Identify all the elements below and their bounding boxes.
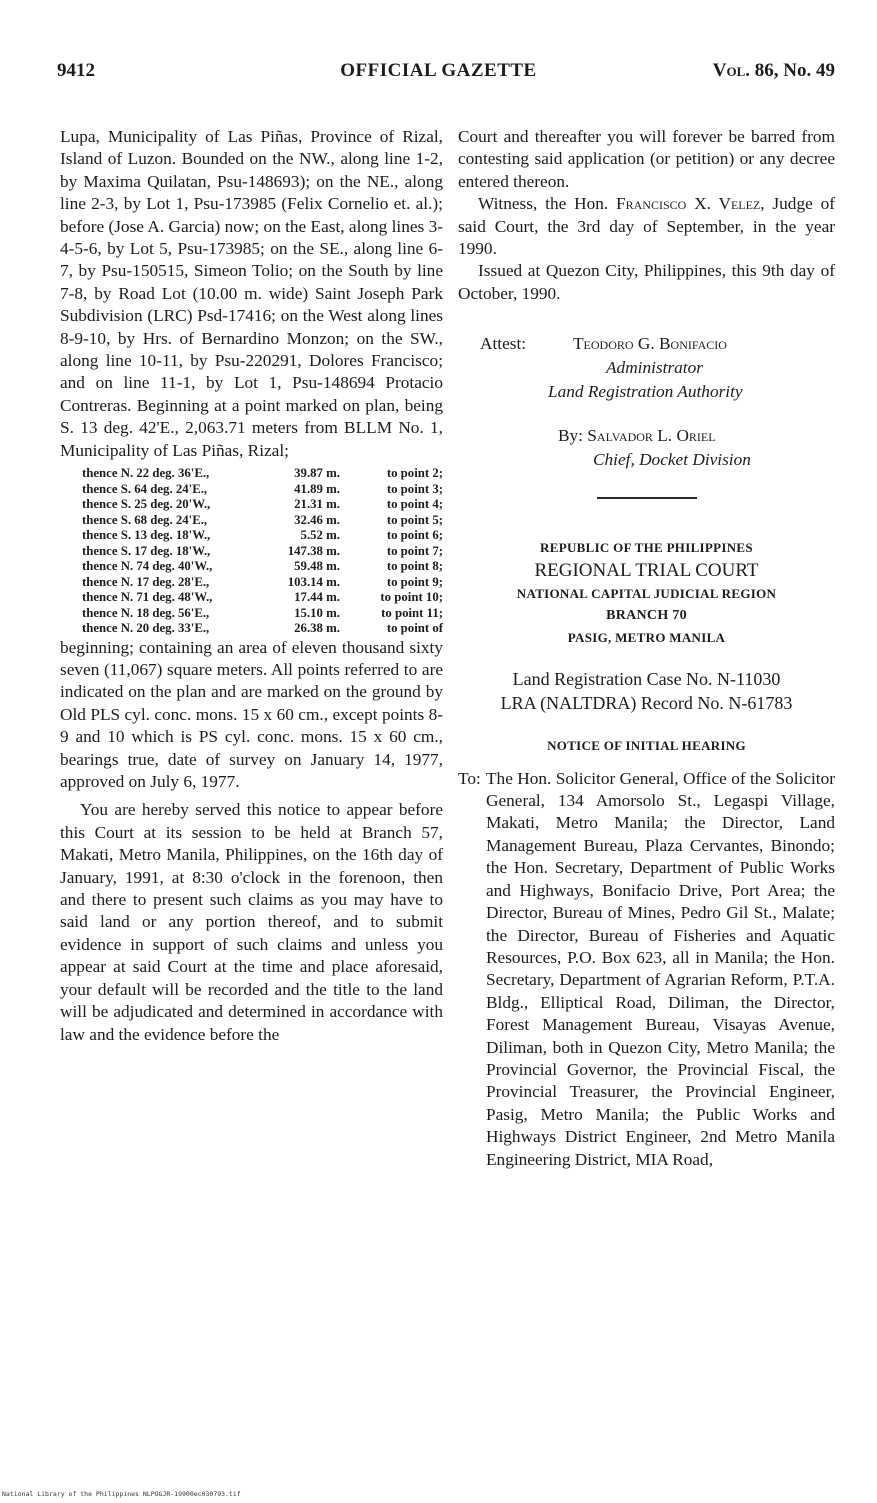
page-number: 9412 [57, 60, 95, 81]
scan-footer: National Library of the Philippines NLPOGJR-19900ec030793.tif [2, 1490, 241, 1498]
bearing-distance: 5.52 m. [300, 528, 340, 543]
by-line [558, 425, 716, 447]
by-label: By: [558, 426, 583, 446]
bearing-row [82, 575, 443, 591]
attest-organization: Land Registration Authority [548, 382, 743, 402]
court-location: PASIG, METRO MANILA [567, 630, 726, 646]
by-name: Salvador L. Oriel [587, 426, 716, 446]
volume-rest: 86, No. 49 [754, 60, 835, 81]
attestation-block [458, 333, 835, 483]
court-heading [458, 537, 835, 649]
republic-line: REPUBLIC OF THE PHILIPPINES [540, 540, 753, 556]
bearing-row [82, 590, 443, 606]
case-numbers [458, 667, 835, 715]
bearing-target: to point 4; [386, 497, 443, 512]
bearing-distance: 41.89 m. [294, 481, 340, 496]
attest-title: Administrator [606, 358, 703, 378]
bearing-distance: 26.38 m. [294, 621, 340, 636]
volume-prefix: Vol. [712, 60, 751, 81]
bearing-row [82, 621, 443, 637]
witness-post: Judge of said Court, the 3rd day of September, in the year 1990. [458, 194, 835, 259]
bearing-target: to point 11; [381, 605, 443, 620]
area-paragraph: beginning; containing an area of eleven thousand sixty seven (11,067) square meters. All points referred to are indicated on the plan and are marked on the ground by Old PLS cyl. conc. mons. 15 x 60 cm., except points 8-9 and 10 which is PS cyl. conc. mons. 15 x 60 cm., bearings true, date of survey on January 14, 1977, approved on July 6, 1977. [60, 637, 443, 792]
bearing-row [82, 466, 443, 482]
to-label: To: [458, 768, 481, 788]
addressees-text: The Hon. Solicitor General, Office of the Solicitor General, 134 Amorsolo St., Legaspi Village, Makati, Metro Manila; the Director, Land Management Bureau, Plaza Cervantes, Binondo; the Hon. Secretary, Department of Public Works and Highways, Bonifacio Drive, Port Area; the Director, Bureau of Mines, Pedro Gil St., Malate; the Director, Bureau of Fisheries and Aquatic Resources, P.O. Box 623, all in Manila; the Hon. Secretary, Department of Agrarian Reform, P.T.A. Bldg., Elliptical Road, Diliman, the Director, Forest Management Bureau, Visayas Avenue, Diliman, both in Quezon City, Metro Manila; the Provincial Governor, the Provincial Fiscal, the Provincial Treasurer, the Provincial Engineer, Pasig, Metro Manila; the Public Works and Highways District Engineer, 2nd Metro Manila Engineering District, MIA Road, [486, 768, 835, 1169]
witness-paragraph [458, 193, 835, 260]
issued-paragraph: Issued at Quezon City, Philippines, this 9th day of October, 1990. [458, 261, 835, 303]
judicial-region: NATIONAL CAPITAL JUDICIAL REGION [516, 586, 777, 602]
judge-name: Francisco X. Velez, [616, 194, 765, 214]
continuation-paragraph: Court and thereafter you will forever be barred from contesting said application (or petition) or any decree entered thereon. [458, 127, 835, 191]
bearing-target: to point 9; [386, 574, 443, 589]
bearings-table [82, 466, 443, 637]
bearing-row [82, 497, 443, 513]
bearing-target: to point 6; [386, 528, 443, 543]
attest-label: Attest: [480, 334, 527, 354]
bearing-row [82, 528, 443, 544]
branch-line: BRANCH 70 [606, 608, 687, 624]
bearing-row [82, 544, 443, 560]
bearing-target: to point 5; [386, 512, 443, 527]
gazette-title: OFFICIAL GAZETTE [340, 60, 537, 81]
bearing-direction: thence S. 25 deg. 20'W., [82, 497, 211, 512]
bearing-direction: thence N. 17 deg. 28'E., [82, 574, 210, 589]
bearing-direction: thence S. 13 deg. 18'W., [82, 528, 211, 543]
by-title: Chief, Docket Division [593, 450, 751, 470]
notice-title: NOTICE OF INITIAL HEARING [547, 738, 746, 754]
attest-name: Teodoro G. Bonifacio [573, 334, 727, 354]
record-number: LRA (NALTDRA) Record No. N-61783 [500, 693, 793, 714]
bearing-distance: 32.46 m. [294, 512, 340, 527]
bearing-distance: 59.48 m. [294, 559, 340, 574]
bearing-direction: thence N. 18 deg. 56'E., [82, 605, 210, 620]
court-name: REGIONAL TRIAL COURT [534, 560, 759, 582]
bearing-target: to point 10; [380, 590, 443, 605]
volume-number [713, 60, 835, 82]
bearing-distance: 147.38 m. [287, 543, 340, 558]
bearing-direction: thence N. 71 deg. 48'W., [82, 590, 213, 605]
bearing-row [82, 482, 443, 498]
right-column [458, 126, 835, 1171]
bearing-target: to point 2; [386, 466, 443, 481]
bearing-distance: 21.31 m. [294, 497, 340, 512]
addressees-block [458, 768, 835, 1171]
bearing-direction: thence S. 17 deg. 18'W., [82, 543, 211, 558]
bearing-row [82, 559, 443, 575]
bearing-distance: 15.10 m. [294, 605, 340, 620]
land-description: Lupa, Municipality of Las Piñas, Province of Rizal, Island of Luzon. Bounded on the NW., along line 1-2, by Maxima Quilatan, Psu-148693); on the NE., along line 2-3, by Lot 1, Psu-173985 (Felix Cornelio et. al.); before (Jose A. Garcia) now; on the East, along lines 3-4-5-6, by Lot 5, Psu-173985; on the SE., along line 6-7, by Psu-150515, Simeon Tolio; on the South by line 7-8, by Road Lot (10.00 m. wide) Saint Joseph Park Subdivision (LRC) Psd-17416; on the West along lines 8-9-10, by Hrs. of Bernardino Monzon; on the SW., along line 10-11, by Psu-220291, Dolores Francisco; and on line 11-1, by Lot 1, Psu-148694 Protacio Contreras. Beginning at a point marked on plan, being S. 13 deg. 42'E., 2,063.71 meters from BLLM No. 1, Municipality of Las Piñas, Rizal; [60, 127, 443, 460]
bearing-distance: 103.14 m. [287, 574, 340, 589]
bearing-direction: thence N. 74 deg. 40'W., [82, 559, 213, 574]
bearing-direction: thence S. 64 deg. 24'E., [82, 481, 208, 496]
served-notice-paragraph: You are hereby served this notice to appear before this Court at its session to be held at Branch 57, Makati, Metro Manila, Philippines, on the 16th day of January, 1991, at 8:30 o'clock in the forenoon, then and there to present such claims as you may have to said land or any portion thereof, and to submit evidence in support of such claims and unless you appear at said Court at the time and place aforesaid, your default will be recorded and the title to the land will be adjudicated and determined in accordance with law and the evidence before the [60, 800, 443, 1044]
section-divider [597, 497, 697, 499]
bearing-direction: thence S. 68 deg. 24'E., [82, 512, 208, 527]
case-number: Land Registration Case No. N-11030 [512, 669, 781, 690]
bearing-target: to point 7; [386, 543, 443, 558]
bearing-distance: 39.87 m. [294, 466, 340, 481]
bearing-target: to point of [386, 621, 443, 636]
left-column [60, 126, 443, 1046]
bearing-row [82, 513, 443, 529]
bearing-distance: 17.44 m. [294, 590, 340, 605]
bearing-target: to point 8; [386, 559, 443, 574]
witness-pre: Witness, the Hon. [478, 194, 617, 214]
bearing-direction: thence N. 20 deg. 33'E., [82, 621, 210, 636]
bearing-row [82, 606, 443, 622]
bearing-direction: thence N. 22 deg. 36'E., [82, 466, 210, 481]
bearing-target: to point 3; [386, 481, 443, 496]
